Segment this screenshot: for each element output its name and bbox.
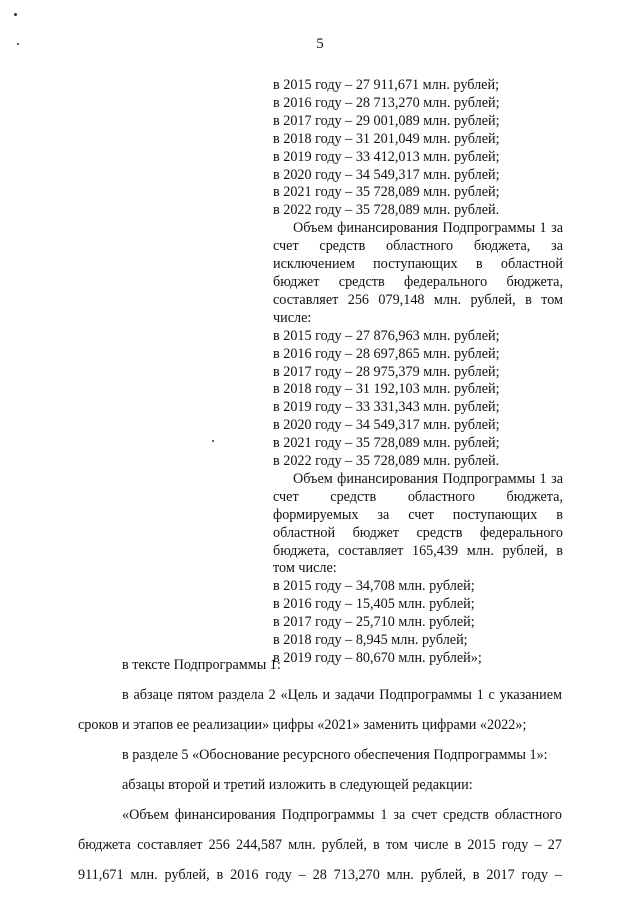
federal-funds-paragraph: Объем финансирования Подпрограммы 1 за счет средств областного бюджета, формируемых за счет поступающих в областной бюджет средств федерального бюджета, составляет 165,439 млн. рублей, в том числе: (273, 470, 563, 577)
body-paragraph: абзацы второй и третий изложить в следующей редакции: (122, 777, 473, 793)
year-line: в 2015 году – 27 876,963 млн. рублей; (273, 327, 500, 344)
year-line: в 2022 году – 35 728,089 млн. рублей. (273, 453, 500, 470)
year-line: в 2015 году – 34,708 млн. рублей; (273, 578, 475, 595)
page-number: 5 (316, 36, 324, 52)
year-line: в 2019 году – 33 412,013 млн. рублей; (273, 148, 500, 165)
year-line: в 2015 году – 27 911,671 млн. рублей; (273, 77, 500, 93)
regional-budget-paragraph: Объем финансирования Подпрограммы 1 за счет средств областного бюджета, за исключением поступающих в областной бюджет средств федерального бюджета, составляет 256 079,148 млн. рублей, в том числе: (273, 220, 563, 326)
year-line: в 2018 году – 31 192,103 млн. рублей; (273, 381, 500, 398)
year-line: в 2017 году – 28 975,379 млн. рублей; (273, 363, 500, 380)
funding-column (273, 77, 563, 668)
body-paragraph: «Объем финансирования Подпрограммы 1 за счет средств областного бюджета составляет 256 244,587 млн. рублей, в том числе в 2015 году – 27 911,671 млн. рублей, в 2016 году – 28 713,270 млн. рублей, в 2017 году – (78, 807, 562, 883)
year-line: в 2022 году – 35 728,089 млн. рублей. (273, 202, 500, 219)
year-line: в 2016 году – 28 713,270 млн. рублей; (273, 94, 500, 111)
main-body-text (78, 650, 562, 890)
year-line: в 2019 году – 80,670 млн. рублей»; (273, 650, 482, 666)
year-line: в 2017 году – 29 001,089 млн. рублей; (273, 112, 500, 129)
scan-speck (212, 440, 214, 442)
year-line: в 2020 году – 34 549,317 млн. рублей; (273, 417, 500, 434)
body-paragraph: в разделе 5 «Обоснование ресурсного обеспечения Подпрограммы 1»: (122, 747, 548, 763)
scan-speck (14, 13, 17, 16)
funding-list-regional (273, 328, 563, 471)
year-line: в 2021 году – 35 728,089 млн. рублей; (273, 435, 500, 452)
funding-list-total (273, 77, 563, 220)
year-line: в 2020 году – 34 549,317 млн. рублей; (273, 166, 500, 183)
year-line: в 2019 году – 33 331,343 млн. рублей; (273, 399, 500, 416)
year-line: в 2016 году – 28 697,865 млн. рублей; (273, 345, 500, 362)
body-paragraph: в тексте Подпрограммы 1: (122, 657, 281, 673)
year-line: в 2021 году – 35 728,089 млн. рублей; (273, 184, 500, 201)
year-line: в 2016 году – 15,405 млн. рублей; (273, 596, 475, 613)
body-paragraph: в абзаце пятом раздела 2 «Цель и задачи Подпрограммы 1 с указанием сроков и этапов ее реализации» цифры «2021» заменить цифрами «2022»; (78, 687, 562, 733)
year-line: в 2018 году – 8,945 млн. рублей; (273, 632, 468, 649)
year-line: в 2018 году – 31 201,049 млн. рублей; (273, 130, 500, 147)
year-line: в 2017 году – 25,710 млн. рублей; (273, 614, 475, 631)
